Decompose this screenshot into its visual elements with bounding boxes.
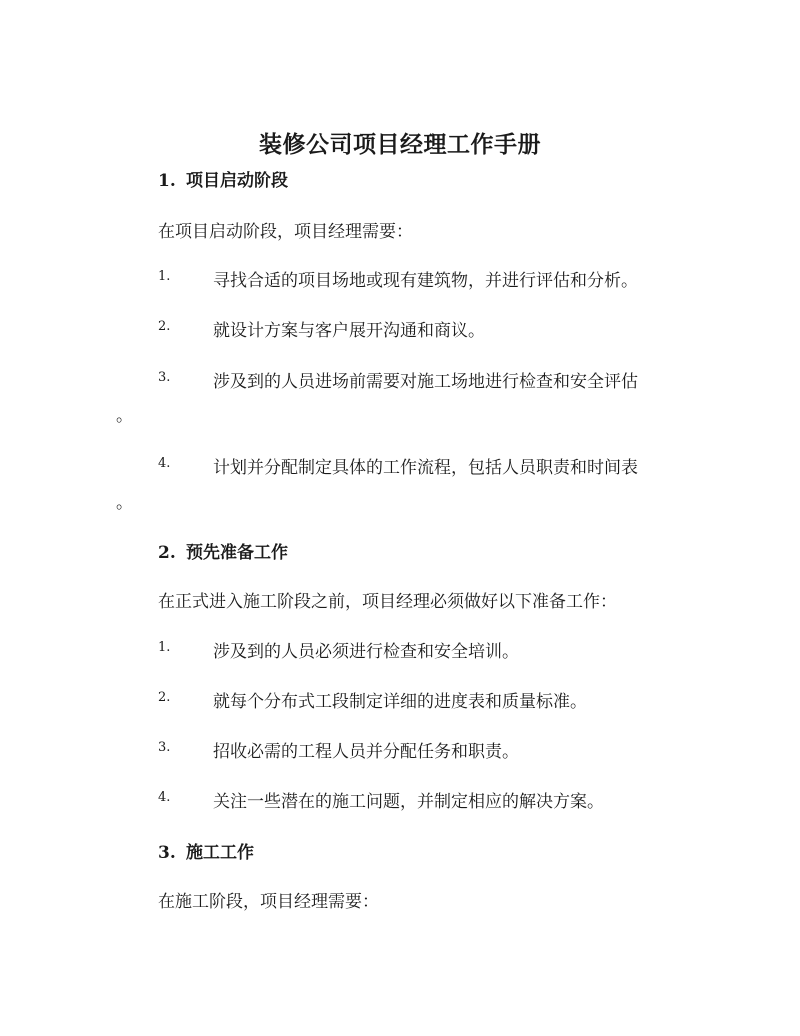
section-number: 1. <box>158 171 176 191</box>
list-item-number: 2. <box>158 319 171 334</box>
list-item-continuation: 。 <box>116 406 133 426</box>
section-number: 2. <box>158 543 176 563</box>
list-item-text: 就设计方案与客户展开沟通和商议。 <box>213 321 485 341</box>
section-2-heading <box>158 538 288 563</box>
list-item-text: 计划并分配制定具体的工作流程，包括人员职责和时间表 <box>213 458 638 478</box>
section-2-intro: 在正式进入施工阶段之前，项目经理必须做好以下准备工作： <box>158 592 617 612</box>
section-number: 3. <box>158 843 176 863</box>
list-item-text: 涉及到的人员必须进行检查和安全培训。 <box>213 642 519 662</box>
section-title: 项目启动阶段 <box>186 171 288 191</box>
section-1-intro: 在项目启动阶段，项目经理需要： <box>158 222 413 242</box>
list-item-text: 涉及到的人员进场前需要对施工场地进行检查和安全评估 <box>213 372 638 392</box>
list-item-number: 1. <box>158 640 171 655</box>
section-3-intro: 在施工阶段，项目经理需要： <box>158 892 379 912</box>
list-item-number: 1. <box>158 269 171 284</box>
list-item-number: 3. <box>158 740 171 755</box>
list-item-number: 4. <box>158 790 171 805</box>
section-3-heading <box>158 838 254 863</box>
section-1-heading <box>158 166 288 191</box>
list-item-text: 招收必需的工程人员并分配任务和职责。 <box>213 742 519 762</box>
list-item-text: 寻找合适的项目场地或现有建筑物，并进行评估和分析。 <box>213 271 638 291</box>
list-item-text: 就每个分布式工段制定详细的进度表和质量标准。 <box>213 692 587 712</box>
list-item-number: 3. <box>158 370 171 385</box>
document-title: 装修公司项目经理工作手册 <box>259 131 541 158</box>
list-item-number: 2. <box>158 690 171 705</box>
list-item-continuation: 。 <box>116 493 133 513</box>
list-item-text: 关注一些潜在的施工问题，并制定相应的解决方案。 <box>213 792 604 812</box>
section-title: 预先准备工作 <box>186 543 288 563</box>
list-item-number: 4. <box>158 456 171 471</box>
section-title: 施工工作 <box>186 843 254 863</box>
